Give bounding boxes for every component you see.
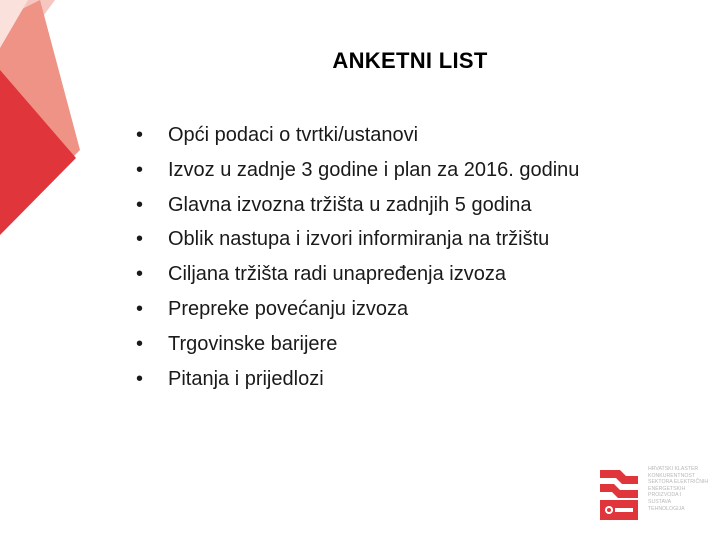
bullet-text: Izvoz u zadnje 3 godine i plan za 2016. godinu [168, 158, 580, 181]
logo-text-line: HRVATSKI KLASTER [648, 466, 699, 472]
corner-decoration [0, 0, 80, 240]
logo-text [648, 466, 709, 512]
bullet-dot-icon: • [136, 124, 144, 146]
bullet-dot-icon: • [136, 297, 144, 320]
bullet-item [136, 257, 579, 292]
bullet-item [136, 118, 579, 153]
bullet-item [136, 222, 579, 257]
bullet-list [136, 118, 579, 396]
bullet-dot-icon: • [136, 367, 144, 390]
bullet-text: Ciljana tržišta radi unapređenja izvoza [168, 263, 506, 286]
logo-text-line: ENERGETSKIH [648, 485, 686, 492]
logo-text-line: TEHNOLOGIJA [648, 505, 685, 512]
bullet-text: Glavna izvozna tržišta u zadnjih 5 godina [168, 193, 532, 216]
logo-text-line: KONKURENTNOST [648, 472, 695, 479]
cluster-logo [596, 466, 709, 524]
bullet-text: Pitanja i prijedlozi [168, 367, 324, 390]
bullet-dot-icon: • [136, 332, 144, 355]
bullet-text: Opći podaci o tvrtki/ustanovi [168, 124, 419, 146]
bullet-text: Prepreke povećanju izvoza [168, 297, 409, 320]
bullet-item [136, 292, 579, 327]
logo-mark-icon [596, 466, 642, 524]
bullet-dot-icon: • [136, 158, 144, 181]
logo-text-line: SUSTAVA [648, 498, 672, 505]
bullet-dot-icon: • [136, 193, 144, 216]
bullet-item [136, 327, 579, 362]
slide-title: ANKETNI LIST [332, 48, 488, 73]
bullet-dot-icon: • [136, 263, 144, 286]
bullet-text: Trgovinske barijere [168, 332, 338, 355]
bullet-dot-icon: • [136, 228, 144, 251]
bullet-item [136, 188, 579, 223]
bullet-item [136, 362, 579, 397]
bullet-text: Oblik nastupa i izvori informiranja na tržištu [168, 228, 550, 251]
bullet-item [136, 153, 579, 188]
logo-text-line: SEKTORA ELEKTRIČNIH [648, 479, 709, 486]
logo-text-line: PROIZVODA I [648, 492, 682, 499]
